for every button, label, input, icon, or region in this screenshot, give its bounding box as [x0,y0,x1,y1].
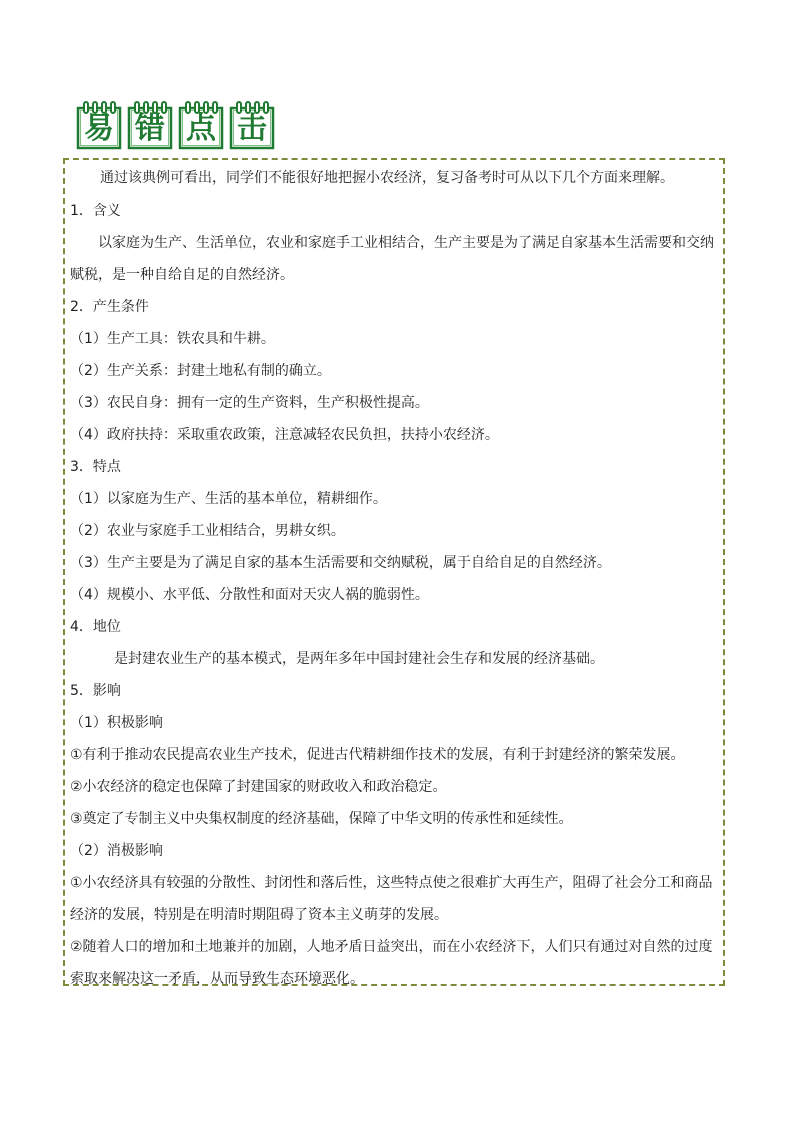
list-item: （2）生产关系：封建土地私有制的确立。 [70,363,331,379]
paragraph-text: 赋税，是一种自给自足的自然经济。 [70,267,294,283]
list-item: （4）规模小、水平低、分散性和面对天灾人祸的脆弱性。 [70,587,429,603]
subsection-title-positive: （1）积极影响 [70,715,163,731]
list-item: （3）农民自身：拥有一定的生产资料，生产积极性提高。 [70,395,429,411]
header-char: 点 [186,111,216,146]
list-item: ①有利于推动农民提高农业生产技术，促进古代精耕细作技术的发展，有利于封建经济的繁荣发展。 [70,747,685,763]
list-item: （4）政府扶持：采取重农政策，注意减轻农民负担，扶持小农经济。 [70,427,499,443]
section-title-conditions: 2．产生条件 [70,299,149,315]
intro-paragraph: 通过该典例可看出，同学们不能很好地把握小农经济，复习备考时可从以下几个方面来理解。 [100,170,674,186]
section-header [76,100,280,156]
list-item: ①小农经济具有较强的分散性、封闭性和落后性，这些特点使之很难扩大再生产，阻碍了社会分工和商品 [70,875,713,891]
header-char: 击 [237,111,267,146]
list-item: （1）以家庭为生产、生活的基本单位，精耕细作。 [70,491,387,507]
section-title-features: 3．特点 [70,459,121,475]
list-item: ②小农经济的稳定也保障了封建国家的财政收入和政治稳定。 [70,779,447,795]
header-badge [76,100,122,150]
paragraph-text: 以家庭为生产、生活单位，农业和家庭手工业相结合，生产主要是为了满足自家基本生活需要和交纳 [98,235,714,251]
header-char: 易 [84,111,114,146]
list-item: 索取来解决这一矛盾，从而导致生态环境恶化。 [70,971,364,987]
header-char: 错 [135,111,165,146]
section-title-meaning: 1．含义 [70,203,121,219]
list-item: ③奠定了专制主义中央集权制度的经济基础，保障了中华文明的传承性和延续性。 [70,811,573,827]
section-title-impact: 5．影响 [70,683,121,699]
section-title-status: 4．地位 [70,619,121,635]
list-item: （2）农业与家庭手工业相结合，男耕女织。 [70,523,345,539]
header-badge [229,100,275,150]
list-item: （1）生产工具：铁农具和牛耕。 [70,331,275,347]
header-badge [178,100,224,150]
subsection-title-negative: （2）消极影响 [70,843,163,859]
list-item: 经济的发展，特别是在明清时期阻碍了资本主义萌芽的发展。 [70,907,448,923]
list-item: （3）生产主要是为了满足自家的基本生活需要和交纳赋税，属于自给自足的自然经济。 [70,555,611,571]
paragraph-text: 是封建农业生产的基本模式，是两年多年中国封建社会生存和发展的经济基础。 [114,651,604,667]
list-item: ②随着人口的增加和土地兼并的加剧，人地矛盾日益突出，而在小农经济下，人们只有通过对自然的过度 [70,939,713,955]
header-badge [127,100,173,150]
